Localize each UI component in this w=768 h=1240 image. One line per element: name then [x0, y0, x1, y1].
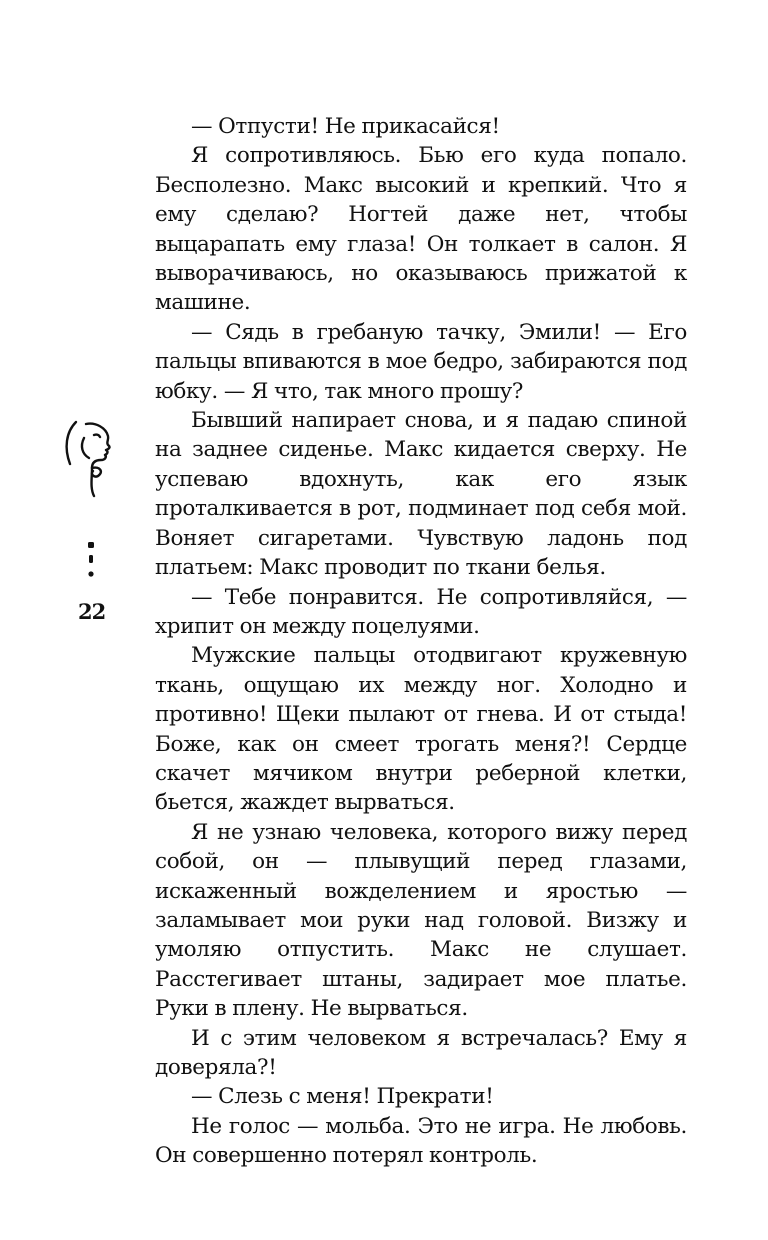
- paragraph-10: Не голос — мольба. Это не игра. Не любовь. Он совершенно потерял контроль.: [155, 1113, 687, 1169]
- page-number: 22: [78, 599, 106, 624]
- paragraph-1: — Отпусти! Не прикасайся!: [191, 114, 500, 139]
- paragraph-2: Я сопротивляюсь. Бью его куда попало. Бесполезно. Макс высокий и крепкий. Что я ему сделаю? Ногтей даже нет, чтобы выцарапать ему глаза! Он толкает в салон. Я выворачиваюсь, но оказываюсь прижатой к машине.: [155, 143, 687, 316]
- paragraph-3: — Сядь в гребаную тачку, Эмили! — Его пальцы впиваются в мое бедро, забираются под юбку. — Я что, так много прошу?: [155, 319, 687, 404]
- face-profile-line-art-icon: [62, 418, 124, 498]
- paragraph-6: Мужские пальцы отодвигают кружевную ткань, ощущаю их между ног. Холодно и противно! Щеки пылают от гнева. И от стыда! Боже, как он смеет трогать меня?! Сердце скачет мячиком внутри реберной клетки, бьется, жаждет вырваться.: [155, 643, 687, 816]
- paragraph-8: И с этим человеком я встречалась? Ему я доверяла?!: [155, 1025, 687, 1080]
- paragraph-7: Я не узнаю человека, которого вижу перед собой, он — плывущий перед глазами, искаженный вожделением и яростью — заламывает мои руки над головой. Визжу и умоляю отпустить. Макс не слушает. Расстегивает штаны, задирает мое платье. Руки в плену. Не вырваться.: [155, 819, 687, 1022]
- text-column: [155, 112, 687, 1171]
- paragraph-4: Бывший напирает снова, и я падаю спиной на заднее сиденье. Макс кидается сверху. Не успеваю вдохнуть, как его язык проталкивается в рот, подминает под себя мой. Воняет сигаретами. Чувствую ладонь под платьем: Макс проводит по ткани белья.: [155, 408, 687, 581]
- paragraph-5: — Тебе понравится. Не сопротивляйся, — хрипит он между поцелуями.: [155, 584, 687, 639]
- vertical-dots-icon: [86, 542, 96, 582]
- paragraph-9: — Слезь с меня! Прекрати!: [191, 1084, 494, 1110]
